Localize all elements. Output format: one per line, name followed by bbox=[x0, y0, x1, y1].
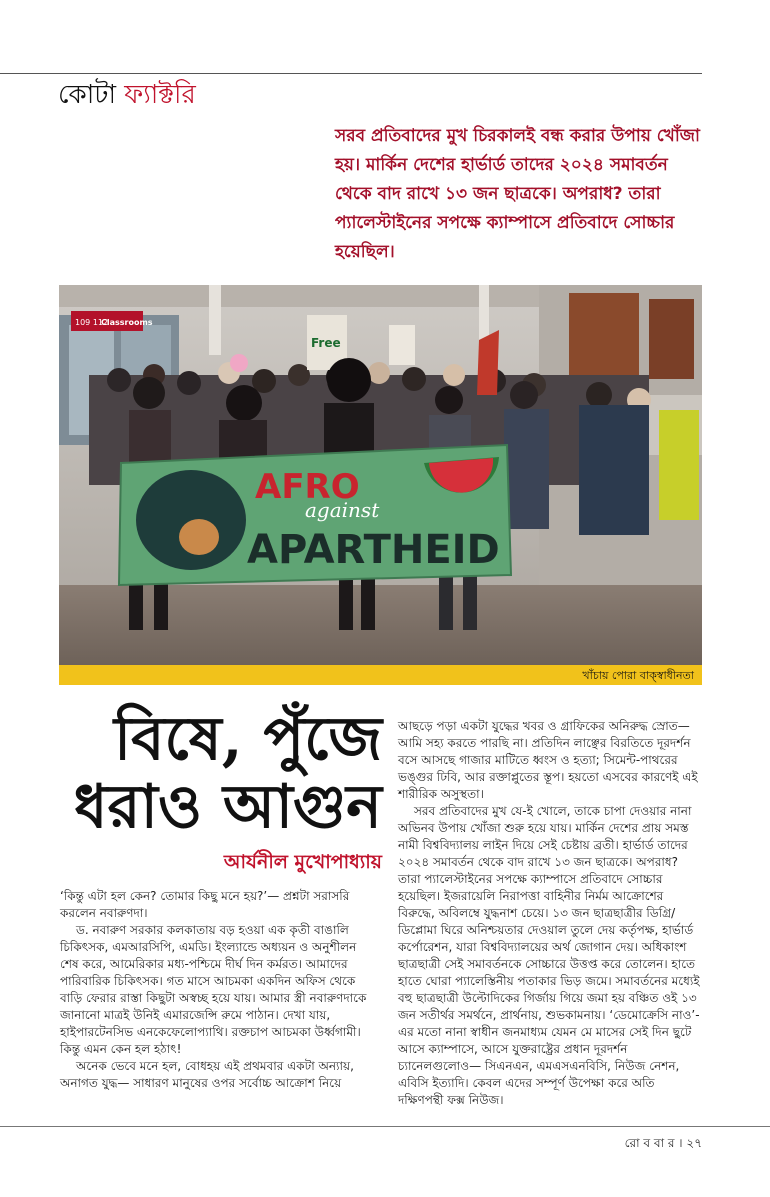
placard-text: Free bbox=[311, 336, 341, 350]
protest-banner bbox=[119, 445, 511, 585]
banner-line-1: AFRO bbox=[255, 467, 360, 507]
headline-line-1: বিষে, পুঁজে bbox=[113, 704, 382, 774]
page-footer: রো ব বা র । ২৭ bbox=[624, 1136, 702, 1150]
article-headline bbox=[60, 705, 382, 841]
protest-photo bbox=[59, 285, 702, 665]
banner-line-3: APARTHEID bbox=[247, 527, 500, 573]
left-paragraph-1: ‘কিন্তু এটা হল কেন? তোমার কিছু মনে হয়?’— প্রশ্নটা সরাসরি করলেন নবারুণদা। bbox=[60, 889, 350, 920]
byline: আর্যনীল মুখোপাধ্যায় bbox=[223, 851, 382, 873]
sign-room-numbers: 109 112 bbox=[75, 318, 109, 327]
section-title bbox=[58, 80, 196, 110]
pull-quote: সরব প্রতিবাদের মুখ চিরকালই বন্ধ করার উপায় খোঁজা হয়। মার্কিন দেশের হার্ভার্ড তাদের ২০২৪ সমাবর্তন থেকে বাদ রাখে ১৩ জন ছাত্রকে। অপরাধ? তারা প্যালেস্টাইনের সপক্ষে ক্যাম্পাসে প্রতিবাদে সোচ্চার হয়েছিল। bbox=[335, 126, 700, 262]
section-title-part1: কোটা bbox=[58, 80, 116, 110]
classroom-sign bbox=[71, 311, 153, 331]
left-column bbox=[60, 888, 376, 1092]
photo-caption-bar bbox=[59, 665, 702, 685]
left-paragraph-3: অনেক ভেবে মনে হল, বোধহয় এই প্রথমবার একটা অন্যায়, অনাগত যুদ্ধ— সাধারণ মানুষের ওপর সর্বোচ্চ আক্রোশ নিয়ে bbox=[60, 1059, 354, 1090]
right-column bbox=[398, 718, 702, 1109]
bottom-rule bbox=[0, 1126, 770, 1127]
left-paragraph-2: ড. নবারুণ সরকার কলকাতায় বড় হওয়া এক কৃতী বাঙালি চিকিৎসক, এমআরসিপি, এমডি। ইংল্যান্ডে অধ্যয়ন ও অনুশীলন শেষ করে, আমেরিকার মধ্য-পশ্চিমে দীর্ঘ দিন কর্মরত। আমাদের পারিবারিক চিকিৎসক। গত মাসে আচমকা একদিন অফিস থেকে বাড়ি ফেরার রাস্তা কিছুটা অস্বচ্ছ হয়ে যায়। আমার স্ত্রী নবারুণদাকে জানানো মাত্রই উনিই এমারজেন্সি রুমে পাঠান। দেখা যায়, হাইপারটেনসিভ এনকেফেলোপ্যাথি। রক্তচাপ আচমকা উর্ধ্বগামী। কিন্তু এমন কেন হল হঠাৎ! bbox=[60, 923, 367, 1056]
top-rule bbox=[0, 73, 702, 74]
headline-line-2: ধরাও আগুন bbox=[73, 772, 382, 842]
right-paragraph-2: সরব প্রতিবাদের মুখ যে-ই খোলে, তাকে চাপা দেওয়ার নানা অভিনব উপায় খোঁজা শুরু হয়ে যায়। মার্কিন দেশের প্রায় সমস্ত নামী বিশ্ববিদ্যালয় লাইন দিয়ে সেই চেষ্টায় ব্রতী। হার্ভার্ড তাদের ২০২৪ সমাবর্তন থেকে বাদ রাখে ১৩ জন ছাত্রকে। অপরাধ? তারা প্যালেস্টাইনের সপক্ষে ক্যাম্পাসে প্রতিবাদে সোচ্চার হয়েছিল। ইজরায়েলি নিরাপত্তা বাহিনীর নির্মম আক্রোশের বিরুদ্ধে, অবিলম্বে যুদ্ধনাশ চেয়ে। ১৩ জন ছাত্রছাত্রীর ডিগ্রি/ ডিপ্লোমা ঘিরে অনিশ্চয়তার দেওয়াল তুলে দেয় কর্তৃপক্ষ, হার্ভার্ড কর্পোরেশন, যারা বিশ্ববিদ্যালয়ের অর্থ জোগান দেয়। অধিকাংশ ছাত্রছাত্রী সেই সমাবর্তনকে সোচ্চারে উত্তপ্ত করে তোলেন। হাতে হাতে ঘোরা প্যালেস্তিনীয় পতাকার ভিড় জমে। সমাবর্তনের মধ্যেই বহু ছাত্রছাত্রী উল্টোদিকের গির্জায় গিয়ে জমা হয় বঞ্চিত ওই ১৩ জন সতীর্থর সমর্থনে, প্রার্থনায়, শুভকামনায়। ‘ডেমোক্রেসি নাও’-এর মতো নানা স্বাধীন জনমাধ্যম যেমন মে মাসের সেই দিন ছুটে আসে ক্যাম্পাসে, আসে যুক্তরাষ্ট্রের প্রধান দূরদর্শন চ্যানেলগুলোও— সিএনএন, এমএসএনবিসি, নিউজ নেশন, এবিসি ইত্যাদি। কেবল এদের সম্পূর্ণ উপেক্ষা করে অতি দক্ষিণপন্থী ফক্স নিউজ। bbox=[398, 804, 700, 1107]
photo-caption: খাঁচায় পোরা বাক্‌স্বাধীনতা bbox=[582, 669, 694, 682]
protest-photo-illustration bbox=[59, 285, 702, 665]
banner-line-2: against bbox=[305, 498, 380, 522]
right-paragraph-1: আছড়ে পড়া একটা যুদ্ধের খবর ও গ্রাফিকের অনিরুদ্ধ স্রোত— আমি সহ্য করতে পারছি না। প্রতিদিন লাঞ্ছের বিরতিতে দূরদর্শন বসে আসছে গাজার মাটিতে ধ্বংস ও হত্যা; সিমেন্ট-পাথরের ভঙ্গুর ঢিবি, আর রক্তাপ্লুতের স্তূপ। হয়তো এসবের কারণেই এই শারীরিক অসুস্থতা। bbox=[398, 719, 698, 801]
section-title-part2: ফ্যাক্টরি bbox=[124, 80, 196, 110]
sign-label: Classrooms bbox=[101, 318, 153, 327]
